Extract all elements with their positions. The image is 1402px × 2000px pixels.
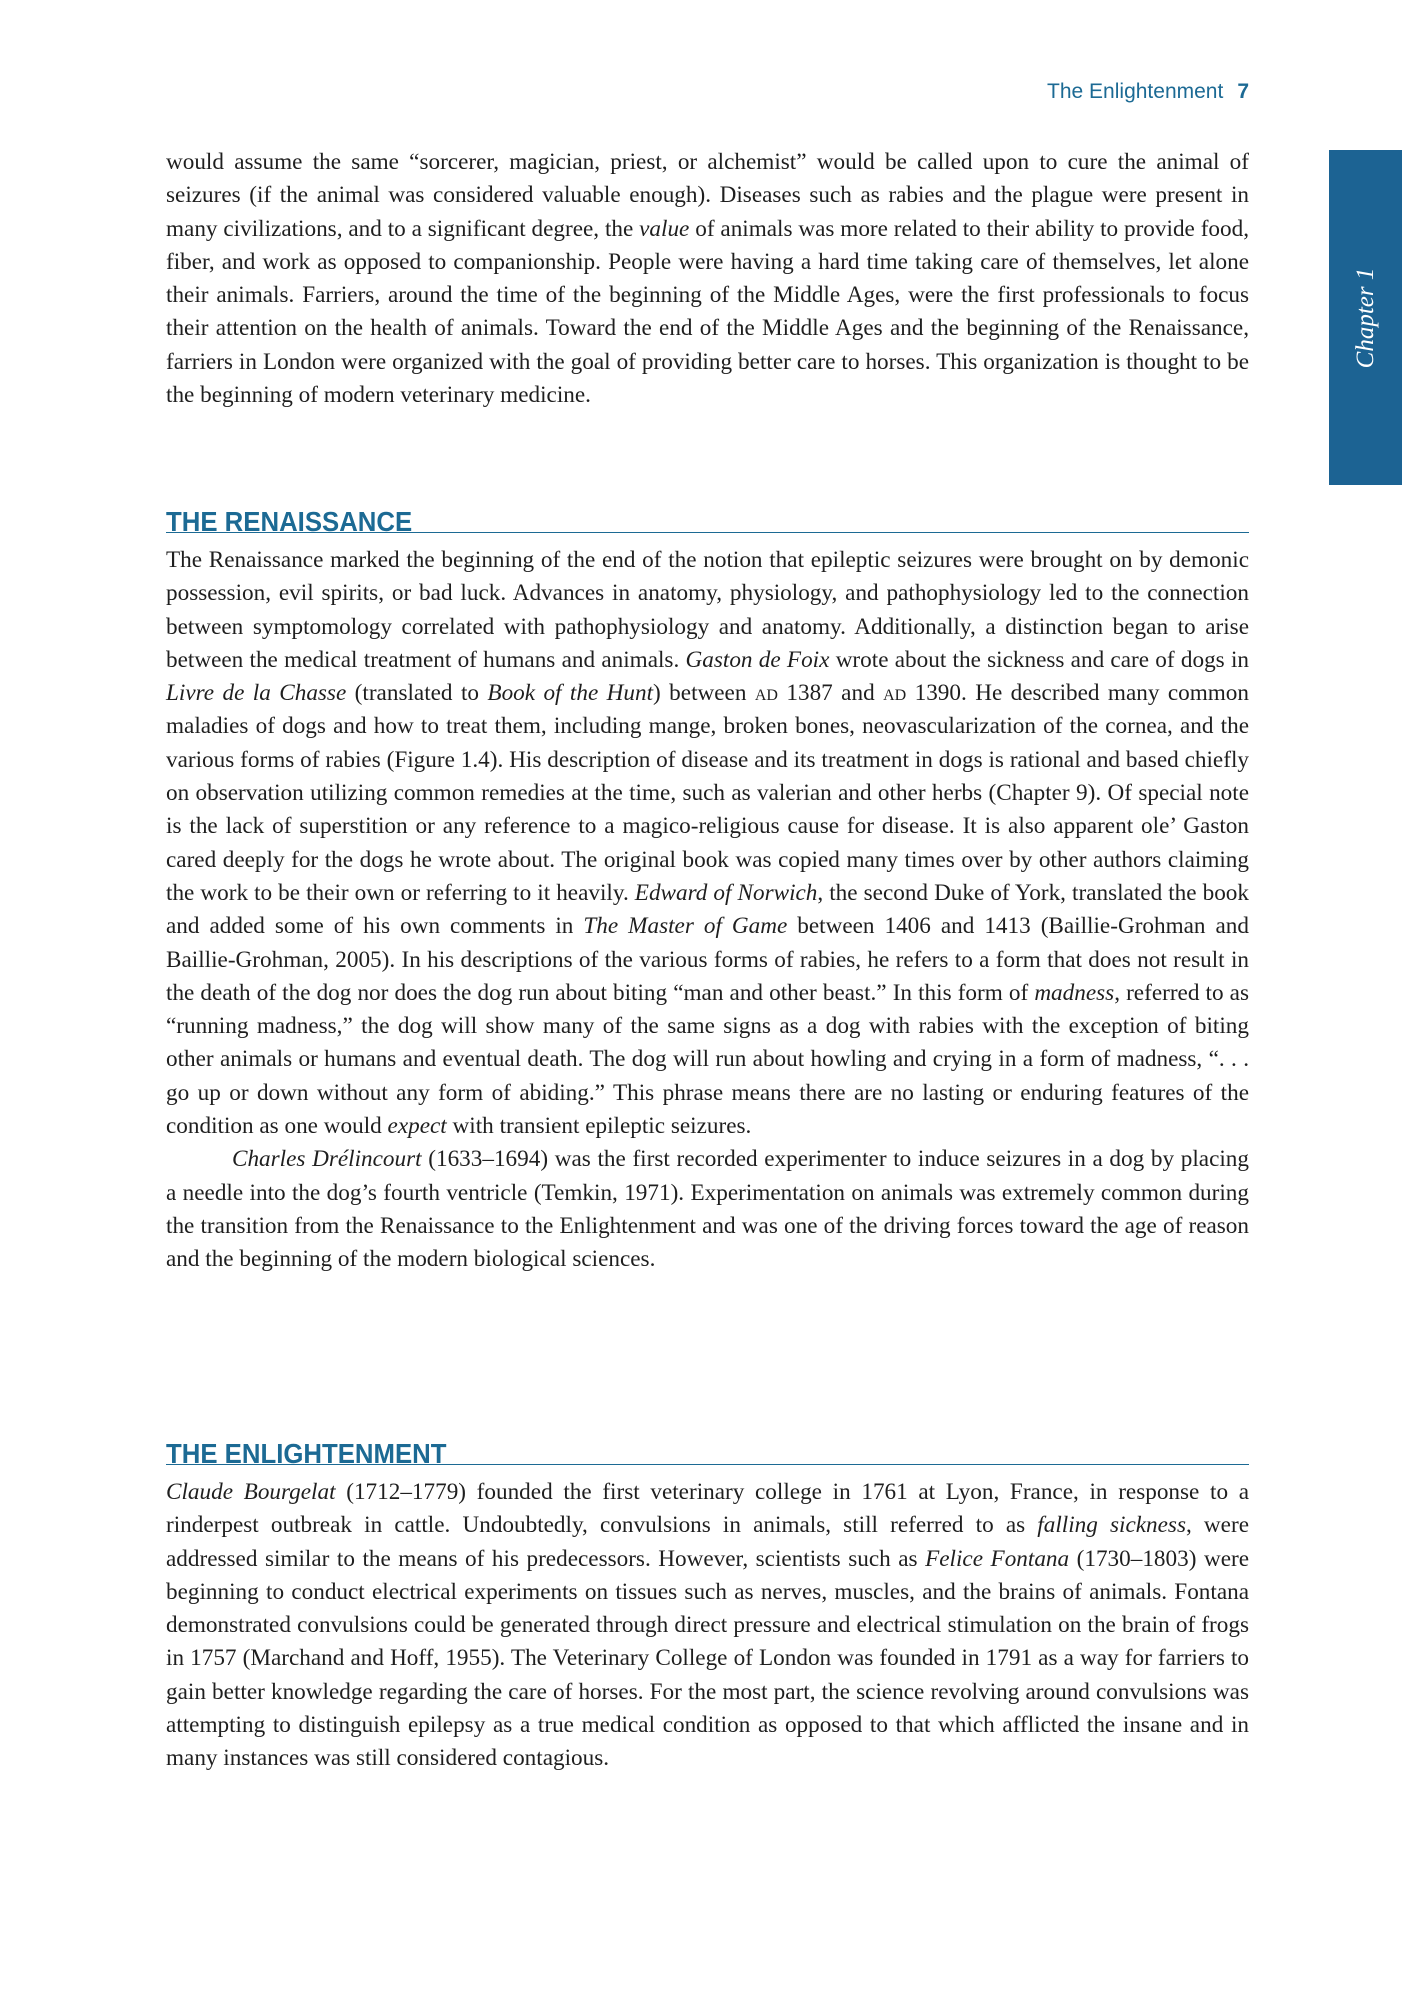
chapter-tab [1329, 150, 1402, 485]
page-number: 7 [1237, 80, 1249, 103]
intro-paragraph: would assume the same “sorcerer, magician, priest, or alchemist” would be called upon to cure the animal of seizures (if the animal was considered valuable enough). Diseases such as rabies and the plague were present in many civilizations, and to a significant degree, the value of animals was more related to their ability to provide food, fiber, and work as opposed to companionship. People were having a hard time taking care of themselves, let alone their animals. Farriers, around the time of the beginning of the Middle Ages, were the first professionals to focus their attention on the health of animals. Toward the end of the Middle Ages and the beginning of the Renaissance, farriers in London were organized with the goal of providing better care to horses. This organization is thought to be the beginning of modern veterinary medicine. [166, 149, 1249, 409]
intro-section [166, 146, 1249, 412]
enlightenment-section [166, 1476, 1249, 1776]
renaissance-heading-text: THE RENAISSANCE [166, 506, 413, 537]
running-head [1047, 80, 1249, 104]
enlightenment-heading-text: THE ENLIGHTENMENT [166, 1438, 447, 1469]
running-head-section: The Enlightenment [1047, 80, 1224, 103]
renaissance-paragraph-2: Charles Drélincourt (1633–1694) was the first recorded experimenter to induce seizures in a dog by placing a needle into the dog’s fourth ventricle (Temkin, 1971). Experimentation on animals was extremely common during the transition from the Renaissance to the Enlightenment and was one of the driving forces toward the age of reason and the beginning of the modern biological sciences. [166, 1146, 1249, 1273]
renaissance-paragraph-1: The Renaissance marked the beginning of the end of the notion that epileptic seizures were brought on by demonic possession, evil spirits, or bad luck. Advances in anatomy, physiology, and pathophysiology led to the connection between symptomology correlated with pathophysiology and anatomy. Additionally, a distinction began to arise between the medical treatment of humans and animals. Gaston de Foix wrote about the sickness and care of dogs in Livre de la Chasse (translated to Book of the Hunt) between ad 1387 and ad 1390. He described many common maladies of dogs and how to treat them, including mange, broken bones, neovascularization of the cornea, and the various forms of rabies (Figure 1.4). His description of disease and its treatment in dogs is rational and based chiefly on observation utilizing common remedies at the time, such as valerian and other herbs (Chapter 9). Of special note is the lack of superstition or any reference to a magico-religious cause for disease. It is also apparent ole’ Gaston cared deeply for the dogs he wrote about. The original book was copied many times over by other authors claiming the work to be their own or referring to it heavily. Edward of Norwich, the second Duke of York, translated the book and added some of his own comments in The Master of Game between 1406 and 1413 (Baillie-Grohman and Baillie-Grohman, 2005). In his descriptions of the various forms of rabies, he refers to a form that does not result in the death of the dog nor does the dog run about biting “man and other beast.” In this form of madness, referred to as “running madness,” the dog will show many of the same signs as a dog with rabies with the exception of biting other animals or humans and eventual death. The dog will run about howling and crying in a form of madness, “. . . go up or down without any form of abiding.” This phrase means there are no lasting or enduring features of the condition as one would expect with transient epileptic seizures. [166, 547, 1249, 1140]
chapter-tab-label: Chapter 1 [1351, 267, 1379, 368]
enlightenment-heading [166, 1434, 1249, 1469]
renaissance-section [166, 544, 1249, 1277]
renaissance-heading [166, 502, 1249, 537]
enlightenment-paragraph-1: Claude Bourgelat (1712–1779) founded the first veterinary college in 1761 at Lyon, France, in response to a rinderpest outbreak in cattle. Undoubtedly, convulsions in animals, still referred to as falling sickness, were addressed similar to the means of his predecessors. However, scientists such as Felice Fontana (1730–1803) were beginning to conduct electrical experiments on tissues such as nerves, muscles, and the brains of animals. Fontana demonstrated convulsions could be generated through direct pressure and electrical stimulation on the brain of frogs in 1757 (Marchand and Hoff, 1955). The Veterinary College of London was founded in 1791 as a way for farriers to gain better knowledge regarding the care of horses. For the most part, the science revolving around convulsions was attempting to distinguish epilepsy as a true medical condition as opposed to that which afflicted the insane and in many instances was still considered contagious. [166, 1479, 1250, 1772]
